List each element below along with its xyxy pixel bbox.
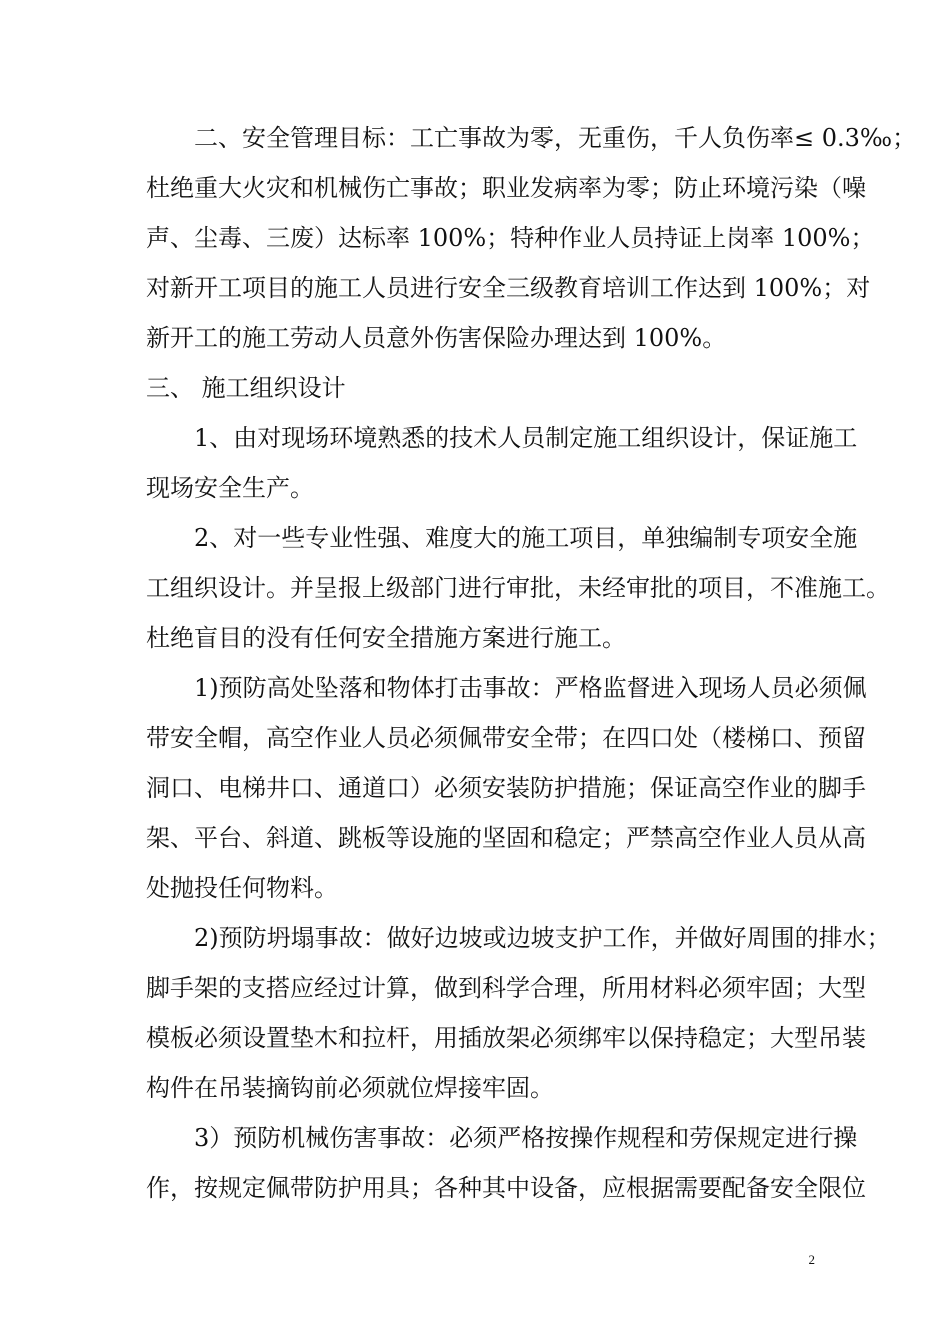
text-line: 1)预防高处坠落和物体打击事故：严格监督进入现场人员必须佩 xyxy=(194,674,867,702)
text-line: 杜绝盲目的没有任何安全措施方案进行施工。 xyxy=(146,624,626,652)
text-line: 处抛投任何物料。 xyxy=(146,874,338,902)
text-line: 2、对一些专业性强、难度大的施工项目，单独编制专项安全施 xyxy=(194,524,858,552)
section-heading: 三、 施工组织设计 xyxy=(146,374,346,402)
document-body xyxy=(146,113,917,1213)
text-line: 工组织设计。并呈报上级部门进行审批，未经审批的项目，不准施工。 xyxy=(146,574,890,602)
text-line: 模板必须设置垫木和拉杆，用插放架必须绑牢以保持稳定；大型吊装 xyxy=(146,1024,866,1052)
text-line: 脚手架的支搭应经过计算，做到科学合理，所用材料必须牢固；大型 xyxy=(146,974,866,1002)
text-line: 作，按规定佩带防护用具；各种其中设备，应根据需要配备安全限位 xyxy=(146,1174,866,1202)
text-line: 声、尘毒、三废）达标率 100%；特种作业人员持证上岗率 100%； xyxy=(146,224,875,252)
text-line: 现场安全生产。 xyxy=(146,474,314,502)
text-line: 洞口、电梯井口、通道口）必须安装防护措施；保证高空作业的脚手 xyxy=(146,774,866,802)
text-line: 构件在吊装摘钩前必须就位焊接牢固。 xyxy=(146,1074,554,1102)
text-line: 二、安全管理目标：工亡事故为零，无重伤，千人负伤率≤ 0.3‰； xyxy=(194,124,917,152)
text-line: 杜绝重大火灾和机械伤亡事故；职业发病率为零；防止环境污染（噪 xyxy=(146,174,866,202)
text-line: 3）预防机械伤害事故：必须严格按操作规程和劳保规定进行操 xyxy=(194,1124,858,1152)
text-line: 2)预防坍塌事故：做好边坡或边坡支护工作，并做好周围的排水； xyxy=(194,924,891,952)
text-line: 带安全帽，高空作业人员必须佩带安全带；在四口处（楼梯口、预留 xyxy=(146,724,866,752)
text-line: 对新开工项目的施工人员进行安全三级教育培训工作达到 100%；对 xyxy=(146,274,871,302)
text-line: 架、平台、斜道、跳板等设施的坚固和稳定；严禁高空作业人员从高 xyxy=(146,824,866,852)
text-line: 1、由对现场环境熟悉的技术人员制定施工组织设计，保证施工 xyxy=(194,424,858,452)
text-line: 新开工的施工劳动人员意外伤害保险办理达到 100%。 xyxy=(146,324,727,352)
page-number: 2 xyxy=(808,1252,815,1267)
